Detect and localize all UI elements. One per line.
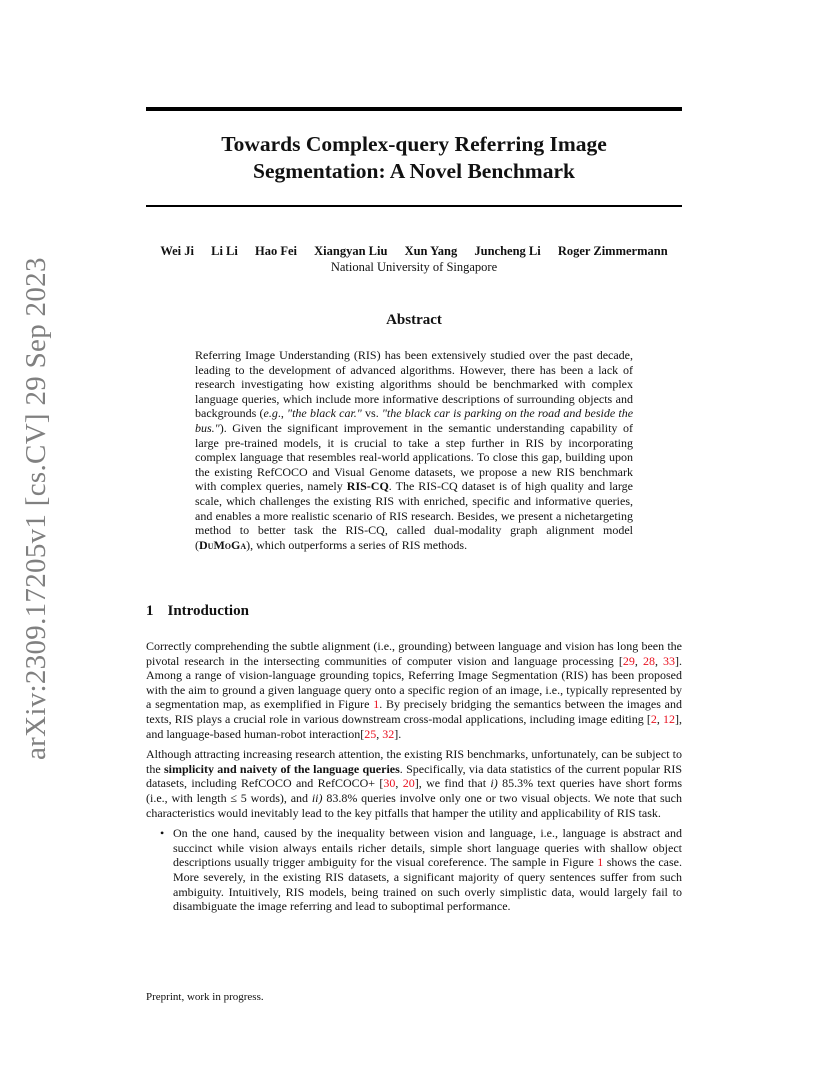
arxiv-stamp: arXiv:2309.17205v1 [cs.CV] 29 Sep 2023 — [20, 257, 52, 760]
citation-link[interactable]: 28 — [642, 653, 655, 668]
section-title: Introduction — [167, 603, 249, 619]
title-line-2: Segmentation: A Novel Benchmark — [253, 159, 575, 183]
author-name: Xiangyan Liu — [314, 244, 388, 258]
author-name: Roger Zimmermann — [557, 244, 668, 258]
citation-link[interactable]: 2 — [650, 711, 657, 726]
citation-link[interactable]: 29 — [622, 653, 635, 668]
author-name: Wei Ji — [160, 244, 194, 258]
figure-link[interactable]: 1 — [597, 855, 604, 870]
author-name: Xun Yang — [404, 244, 458, 258]
paragraph: Correctly comprehending the subtle alignment (i.e., grounding) between language and vision has long been the pivotal research in the intersecting communities of computer vision and language processing [29, 28, 33]. Among a range of vision-language grounding topics, Referring Image Segmentation (RIS) has been proposed with the aim to ground a given language query onto a specific region of an image, i.e., typically represented by a segmentation map, as exemplified in Figure 1. By precisely bridging the semantics between the images and texts, RIS plays a crucial role in various downstream cross-modal applications, including image editing [2, 12], and language-based human-robot interaction[25, 32]. — [146, 639, 683, 741]
list-item: • On the one hand, caused by the inequality between vision and language, i.e., language is abstract and succinct while vision always entails richer details, simple short language queries with shallow object descriptions usually trigger ambiguity for the visual coreference. The sample in Figure 1 shows the case. More severely, in the existing RIS datasets, a significant majority of query sentences suffer from such ambiguity. Intuitively, RIS models, being trained on such overly simplistic data, would largely fail to disambiguate the image referring and lead to suboptimal performance. — [160, 826, 682, 914]
title-bottom-rule — [146, 205, 682, 207]
author-name: Juncheng Li — [474, 244, 541, 258]
abstract-heading: Abstract — [386, 312, 442, 328]
title-top-rule — [146, 107, 682, 111]
citation-link[interactable]: 25 — [364, 726, 377, 741]
citation-link[interactable]: 20 — [402, 776, 415, 791]
author-list — [146, 243, 682, 259]
author-name: Hao Fei — [255, 244, 298, 258]
figure-link[interactable]: 1 — [373, 697, 380, 712]
author-name: Li Li — [211, 244, 238, 258]
citation-link[interactable]: 30 — [383, 776, 396, 791]
section-number: 1 — [146, 603, 154, 619]
footer-note: Preprint, work in progress. — [146, 991, 264, 1003]
section-heading — [146, 603, 249, 620]
author-block — [146, 243, 682, 275]
body-text — [146, 639, 682, 914]
abstract-text: Referring Image Understanding (RIS) has been extensively studied over the past decade, leading to the development of advanced algorithms. However, there has been a lack of research investigating how existing algorithms should be benchmarked with complex language queries, which include more informative descriptions of surrounding objects and backgrounds (e.g., "the black car." vs. "the black car is parking on the road and beside the bus."). Given the significant improvement in the semantic understanding capability of large pre-trained models, it is crucial to take a step further in RIS by incorporating complex language that resembles real-world applications. To close this gap, building upon the existing RefCOCO and Visual Genome datasets, we propose a new RIS benchmark with complex queries, namely RIS-CQ. The RIS-CQ dataset is of high quality and large scale, which challenges the existing RIS with enriched, specific and informative queries, and enables a more realistic scenario of RIS research. Besides, we present a nichetargeting method to better task the RIS-CQ, called dual-modality graph alignment model (DuMoGa), which outperforms a series of RIS methods. — [195, 348, 634, 552]
title-line-1: Towards Complex-query Referring Image — [221, 132, 607, 156]
paper-title — [146, 131, 682, 185]
paragraph: Although attracting increasing research attention, the existing RIS benchmarks, unfortunately, can be subject to the simplicity and naivety of the language queries. Specifically, via data statistics of the current popular RIS datasets, including RefCOCO and RefCOCO+ [30, 20], we find that i) 85.3% text queries have short forms (i.e., with length ≤ 5 words), and ii) 83.8% queries involve only one or two visual objects. We note that such characteristics would inevitably lead to the key pitfalls that hamper the utility and applicability of RIS task. — [146, 747, 683, 820]
citation-link[interactable]: 33 — [663, 653, 676, 668]
affiliation: National University of Singapore — [330, 260, 498, 274]
citation-link[interactable]: 12 — [663, 711, 676, 726]
citation-link[interactable]: 32 — [382, 726, 395, 741]
bullet-icon: • — [160, 826, 165, 841]
